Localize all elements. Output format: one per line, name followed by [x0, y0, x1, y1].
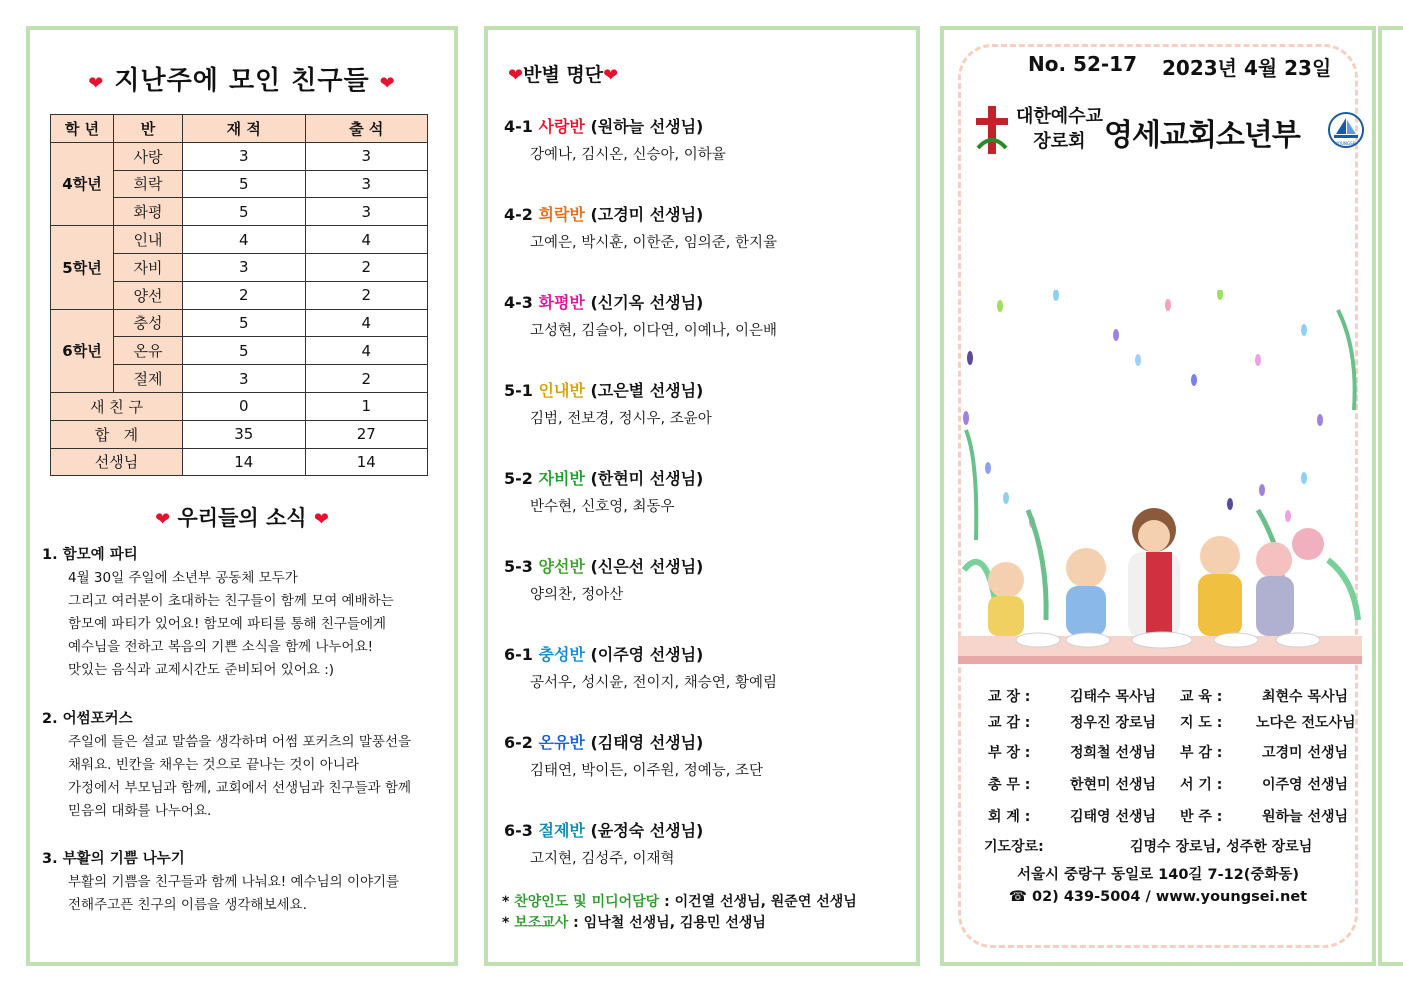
grade-cell: 5학년 [51, 226, 114, 309]
news-item [42, 544, 442, 682]
attend-cell: 1 [305, 392, 428, 420]
enrolled-cell: 5 [183, 337, 306, 365]
attend-cell: 3 [305, 198, 428, 226]
heart-icon: ❤ [603, 65, 619, 86]
issue-number: No. 52-17 [1028, 52, 1138, 76]
class-cell: 절제 [114, 365, 183, 393]
attendance-title-text: 지난주에 모인 친구들 [114, 66, 370, 96]
class-members: 공서우, 성시윤, 전이지, 채승연, 황예림 [530, 675, 777, 691]
address-block [944, 864, 1372, 908]
class-teacher: (윤정숙 선생님) [590, 821, 704, 840]
class-teacher: (한현미 선생님) [590, 469, 704, 488]
news-heading: 2. 어썸포커스 [42, 711, 133, 727]
class-block [504, 290, 777, 340]
grade-cell: 4학년 [51, 142, 114, 225]
attend-cell: 4 [305, 226, 428, 254]
heart-icon: ❤ [508, 65, 524, 86]
class-cell: 자비 [114, 253, 183, 281]
class-teacher: (신기옥 선생님) [590, 293, 704, 312]
class-block [504, 818, 703, 868]
note-label: 보조교사 [514, 915, 569, 931]
news-line: 예수님을 전하고 복음의 기쁜 소식을 함께 나누어요! [68, 639, 374, 655]
class-roster-panel [484, 26, 920, 966]
class-name: 인내반 [538, 381, 585, 400]
staff-role: 회 계 : [988, 809, 1031, 825]
summary-label: 새 친 구 [51, 392, 183, 420]
enrolled-cell: 3 [183, 365, 306, 393]
attendance-panel [26, 26, 458, 966]
class-teacher: (고은별 선생님) [590, 381, 704, 400]
address: 서울시 중랑구 동일로 140길 7-12(중화동) [1016, 867, 1300, 883]
enrolled-cell: 4 [183, 226, 306, 254]
heart-icon: ❤ [313, 509, 329, 530]
class-cell: 희락 [114, 170, 183, 198]
news-heading: 1. 함모예 파티 [42, 547, 138, 563]
news-line: 가정에서 부모님과 함께, 교회에서 선생님과 친구들과 함께 [68, 780, 412, 796]
class-teacher: (신은선 선생님) [590, 557, 704, 576]
th-attend: 출 석 [305, 115, 428, 143]
news-line: 맛있는 음식과 교제시간도 준비되어 있어요 :) [68, 662, 335, 678]
class-name: 자비반 [538, 469, 585, 488]
class-name: 온유반 [538, 733, 585, 752]
class-members: 고예은, 박시훈, 이한준, 임의준, 한지율 [530, 235, 777, 251]
enrolled-cell: 0 [183, 392, 306, 420]
class-name: 충성반 [538, 645, 585, 664]
news-title-text: 우리들의 소식 [177, 506, 307, 530]
class-teacher: (이주영 선생님) [590, 645, 704, 664]
attend-cell: 2 [305, 365, 428, 393]
class-name: 양선반 [538, 557, 585, 576]
staff-role: 총 무 : [988, 777, 1031, 793]
staff-role: 교 육 : [1180, 689, 1223, 705]
attendance-title [30, 60, 454, 97]
class-name: 사랑반 [538, 117, 585, 136]
staff-name: 김태영 선생님 [1070, 809, 1157, 825]
heart-icon: ❤ [379, 73, 396, 94]
attend-cell: 2 [305, 281, 428, 309]
class-members: 강예나, 김시온, 신승아, 이하율 [530, 147, 726, 163]
attend-cell: 3 [305, 170, 428, 198]
class-number: 4-2 [504, 205, 533, 224]
class-cell: 사랑 [114, 142, 183, 170]
summary-row [51, 448, 428, 476]
denomination [1016, 104, 1103, 154]
attend-cell: 4 [305, 337, 428, 365]
enrolled-cell: 35 [183, 420, 306, 448]
class-cell: 충성 [114, 309, 183, 337]
issue-date: 2023년 4월 23일 [1162, 56, 1332, 80]
news-line: 그리고 여러분이 초대하는 친구들이 함께 모여 예배하는 [68, 593, 394, 609]
class-members: 고성현, 김슬아, 이다연, 이예나, 이은배 [530, 323, 777, 339]
contact: ☎ 02) 439-5004 / www.youngsei.net [1008, 889, 1308, 905]
note-label: 찬양인도 및 미디어담당 [514, 894, 660, 910]
news-line: 채워요. 빈칸을 채우는 것으로 끝나는 것이 아니라 [68, 757, 359, 773]
class-block [504, 642, 777, 692]
table-row [51, 142, 428, 170]
class-number: 5-1 [504, 381, 533, 400]
enrolled-cell: 3 [183, 253, 306, 281]
class-block [504, 202, 777, 252]
church-emblem [1328, 112, 1364, 148]
illustration [958, 290, 1366, 666]
class-teacher: (김태영 선생님) [590, 733, 704, 752]
summary-row [51, 392, 428, 420]
staff-name: 원하늘 선생님 [1262, 809, 1349, 825]
denomination-line: 장로회 [1033, 131, 1086, 152]
class-cell: 양선 [114, 281, 183, 309]
class-number: 6-1 [504, 645, 533, 664]
enrolled-cell: 14 [183, 448, 306, 476]
news-item [42, 848, 442, 917]
staff-role: 서 기 : [1180, 777, 1223, 793]
heart-icon: ❤ [88, 73, 105, 94]
church-name: 영세교회소년부 [1104, 118, 1300, 153]
class-members: 반수현, 신호영, 최동우 [530, 499, 675, 515]
class-block [504, 554, 703, 604]
enrolled-cell: 5 [183, 198, 306, 226]
denomination-line: 대한예수교 [1016, 106, 1103, 127]
class-members: 김태연, 박이든, 이주원, 정예능, 조단 [530, 763, 763, 779]
attend-cell: 3 [305, 142, 428, 170]
class-name: 화평반 [538, 293, 585, 312]
staff-name: 노다은 전도사님 [1256, 715, 1356, 731]
class-members: 고지현, 김성주, 이재혁 [530, 851, 675, 867]
grade-cell: 6학년 [51, 309, 114, 392]
staff-role: 지 도 : [1180, 715, 1223, 731]
news-line: 함모예 파티가 있어요! 함모예 파티를 통해 친구들에게 [68, 616, 387, 632]
class-cell: 인내 [114, 226, 183, 254]
note-value: 임낙철 선생님, 김용민 선생님 [583, 915, 766, 931]
staff-role: 반 주 : [1180, 809, 1223, 825]
news-line: 주일에 들은 설교 말씀을 생각하며 어썸 포커츠의 말풍선을 [68, 734, 412, 750]
staff-name: 이주영 선생님 [1262, 777, 1349, 793]
class-number: 4-3 [504, 293, 533, 312]
th-grade: 학 년 [51, 115, 114, 143]
class-number: 5-2 [504, 469, 533, 488]
class-name: 절제반 [538, 821, 585, 840]
th-enrolled: 재 적 [183, 115, 306, 143]
class-number: 4-1 [504, 117, 533, 136]
staff-name: 고경미 선생님 [1262, 745, 1349, 761]
summary-row [51, 420, 428, 448]
notes: * 찬양인도 및 미디어담당 : 이건열 선생님, 원준연 선생님 * 보조교사 : 임낙철 선생님, 김용민 선생님 [502, 894, 857, 931]
class-number: 5-3 [504, 557, 533, 576]
staff-name: 최현수 목사님 [1262, 689, 1349, 705]
staff-role: 부 장 : [988, 745, 1031, 761]
enrolled-cell: 5 [183, 170, 306, 198]
enrolled-cell: 5 [183, 309, 306, 337]
staff-name: 한현미 선생님 [1070, 777, 1157, 793]
attendance-table [50, 114, 428, 476]
cross-logo-icon [974, 104, 1010, 156]
note-value: 이건열 선생님, 원준연 선생님 [674, 894, 857, 910]
heart-icon: ❤ [155, 509, 171, 530]
staff-role: 교 감 : [988, 715, 1031, 731]
news-line: 4월 30일 주일에 소년부 공동체 모두가 [68, 570, 298, 586]
news-heading: 3. 부활의 기쁨 나누기 [42, 851, 185, 867]
staff-role: 부 감 : [1180, 745, 1223, 761]
class-number: 6-2 [504, 733, 533, 752]
news-title [30, 502, 454, 532]
class-cell: 화평 [114, 198, 183, 226]
news-line: 믿음의 대화를 나누어요. [68, 803, 212, 819]
staff-name: 정희철 선생님 [1070, 745, 1157, 761]
table-row [51, 309, 428, 337]
attend-cell: 27 [305, 420, 428, 448]
next-panel-edge [1378, 26, 1403, 966]
class-block [504, 466, 703, 516]
class-name: 희락반 [538, 205, 585, 224]
enrolled-cell: 3 [183, 142, 306, 170]
summary-label: 합 계 [51, 420, 183, 448]
news-item [42, 708, 442, 823]
staff-role: 교 장 : [988, 689, 1031, 705]
news-line: 부활의 기쁨을 친구들과 함께 나눠요! 예수님의 이야기를 [68, 874, 400, 890]
summary-label: 선생님 [51, 448, 183, 476]
class-members: 양의찬, 정아산 [530, 587, 624, 603]
class-block [504, 378, 712, 428]
class-number: 6-3 [504, 821, 533, 840]
class-members: 김범, 전보경, 정시우, 조윤아 [530, 411, 712, 427]
emblem-text: YOUNGSEI [1335, 141, 1357, 146]
attend-cell: 4 [305, 309, 428, 337]
news-line: 전해주고픈 친구의 이름을 생각해보세요. [68, 897, 307, 913]
roster-title [508, 60, 618, 87]
class-block [504, 114, 726, 164]
class-teacher: (원하늘 선생님) [590, 117, 704, 136]
table-row [51, 226, 428, 254]
attend-cell: 2 [305, 253, 428, 281]
staff-name: 김태수 목사님 [1070, 689, 1157, 705]
class-cell: 온유 [114, 337, 183, 365]
th-class: 반 [114, 115, 183, 143]
class-teacher: (고경미 선생님) [590, 205, 704, 224]
roster-title-text: 반별 명단 [523, 64, 604, 86]
staff-name: 정우진 장로님 [1070, 715, 1157, 731]
prayer-elders: 김명수 장로님, 성주한 장로님 [1130, 839, 1313, 855]
enrolled-cell: 2 [183, 281, 306, 309]
prayer-label: 기도장로: [984, 839, 1044, 855]
cover-panel [940, 26, 1376, 966]
class-block [504, 730, 763, 780]
attend-cell: 14 [305, 448, 428, 476]
